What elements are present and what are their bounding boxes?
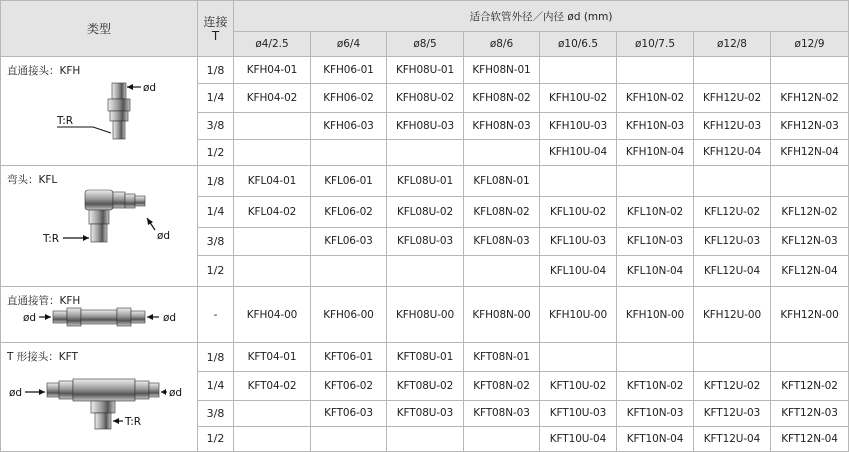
model-code-cell (234, 139, 311, 165)
model-code-cell: KFT08N-01 (464, 343, 540, 372)
fitting-type-cell (1, 166, 198, 287)
model-code-cell: KFL08N-01 (464, 166, 540, 197)
model-code-cell (540, 343, 617, 372)
size-header-cell: ø8/6 (464, 32, 540, 57)
table-row (1, 57, 849, 84)
thread-size-cell: 3/8 (198, 400, 234, 426)
model-code-cell: KFL10U-04 (540, 255, 617, 286)
thread-header-line1: 连接 (203, 14, 228, 29)
model-code-cell: KFL08U-03 (387, 227, 464, 255)
model-code-cell: KFH08U-03 (387, 112, 464, 139)
model-code-cell: KFH12N-02 (771, 84, 849, 112)
model-code-cell: KFH08U-00 (387, 287, 464, 343)
model-code-cell: KFT12N-04 (771, 426, 849, 451)
thread-header-line2: T (211, 28, 220, 43)
size-header-cell: ø12/9 (771, 32, 849, 57)
model-code-cell (311, 139, 387, 165)
svg-text:T:R: T:R (57, 115, 74, 127)
model-code-cell: KFT10U-04 (540, 426, 617, 451)
size-header-cell: ø8/5 (387, 32, 464, 57)
model-code-cell: KFH12N-03 (771, 112, 849, 139)
model-code-cell: KFL12U-04 (694, 255, 771, 286)
model-code-cell (464, 426, 540, 451)
model-code-cell: KFH10N-00 (617, 287, 694, 343)
model-code-cell: KFH08N-01 (464, 57, 540, 84)
model-code-cell (540, 166, 617, 197)
model-code-cell: KFL10N-04 (617, 255, 694, 286)
model-code-cell: KFH06-02 (311, 84, 387, 112)
table-row (1, 343, 849, 372)
model-code-cell (464, 139, 540, 165)
thread-size-cell: 1/4 (198, 197, 234, 227)
model-code-cell: KFH10N-02 (617, 84, 694, 112)
thread-size-cell: - (198, 287, 234, 343)
model-code-cell: KFT08U-02 (387, 372, 464, 400)
model-code-cell: KFT10U-03 (540, 400, 617, 426)
thread-size-cell: 1/8 (198, 343, 234, 372)
model-code-cell: KFH12U-04 (694, 139, 771, 165)
model-code-cell: KFL08N-03 (464, 227, 540, 255)
model-code-cell: KFL12U-02 (694, 197, 771, 227)
model-code-cell (234, 255, 311, 286)
model-code-cell: KFH12U-03 (694, 112, 771, 139)
model-code-cell: KFL08N-02 (464, 197, 540, 227)
model-code-cell: KFH08U-02 (387, 84, 464, 112)
model-code-cell: KFH08N-00 (464, 287, 540, 343)
fitting-type-cell (1, 287, 198, 343)
fitting-type-label: 弯头：KFL (7, 174, 58, 186)
model-code-cell: KFL10N-02 (617, 197, 694, 227)
model-code-cell: KFT10N-02 (617, 372, 694, 400)
table-body (1, 57, 849, 452)
model-code-cell (694, 343, 771, 372)
model-code-cell: KFT10U-02 (540, 372, 617, 400)
thread-size-cell: 3/8 (198, 112, 234, 139)
thread-size-cell: 1/2 (198, 255, 234, 286)
svg-text:ød: ød (163, 312, 177, 324)
model-code-cell (771, 57, 849, 84)
model-code-cell: KFT10N-04 (617, 426, 694, 451)
svg-text:ød: ød (143, 82, 157, 94)
model-code-cell (694, 166, 771, 197)
svg-text:ød: ød (23, 312, 37, 324)
model-code-cell (694, 57, 771, 84)
model-code-cell: KFL04-02 (234, 197, 311, 227)
size-header-cell: ø6/4 (311, 32, 387, 57)
svg-text:ød: ød (157, 230, 171, 242)
thread-size-cell: 1/2 (198, 139, 234, 165)
size-group-header: 适合软管外径／内径 ød (mm) (234, 1, 849, 32)
model-code-cell: KFT12U-03 (694, 400, 771, 426)
model-code-cell (311, 426, 387, 451)
model-code-cell (234, 400, 311, 426)
size-header-cell: ø12/8 (694, 32, 771, 57)
fitting-type-label: T 形接头：KFT (7, 351, 78, 363)
model-code-cell: KFH12U-00 (694, 287, 771, 343)
fitting-type-label: 直通接头：KFH (7, 65, 81, 77)
model-code-cell: KFT06-03 (311, 400, 387, 426)
model-code-cell: KFH10U-04 (540, 139, 617, 165)
model-code-cell: KFL06-03 (311, 227, 387, 255)
thread-size-cell: 1/4 (198, 84, 234, 112)
model-code-cell: KFT08U-03 (387, 400, 464, 426)
model-code-cell (617, 343, 694, 372)
table-row (1, 166, 849, 197)
size-header-cell: ø10/6.5 (540, 32, 617, 57)
svg-text:T:R: T:R (43, 233, 60, 245)
model-code-cell: KFT06-01 (311, 343, 387, 372)
model-code-cell (234, 112, 311, 139)
model-code-cell: KFH10U-00 (540, 287, 617, 343)
model-code-cell: KFL04-01 (234, 166, 311, 197)
size-header-cell: ø10/7.5 (617, 32, 694, 57)
model-code-cell (234, 426, 311, 451)
model-code-cell: KFH10N-04 (617, 139, 694, 165)
model-code-cell (617, 166, 694, 197)
model-code-cell: KFL12N-04 (771, 255, 849, 286)
model-code-cell (311, 255, 387, 286)
model-code-cell (387, 426, 464, 451)
size-header-cell: ø4/2.5 (234, 32, 311, 57)
model-code-cell: KFL08U-02 (387, 197, 464, 227)
model-code-cell (617, 57, 694, 84)
thread-size-cell: 1/8 (198, 57, 234, 84)
model-code-cell: KFL08U-01 (387, 166, 464, 197)
model-code-cell: KFT08U-01 (387, 343, 464, 372)
model-code-cell: KFT12U-04 (694, 426, 771, 451)
model-code-cell: KFH12U-02 (694, 84, 771, 112)
model-code-cell: KFL12N-03 (771, 227, 849, 255)
model-code-cell: KFH08U-01 (387, 57, 464, 84)
model-code-cell: KFH04-00 (234, 287, 311, 343)
model-code-cell: KFL12U-03 (694, 227, 771, 255)
model-code-cell: KFH12N-04 (771, 139, 849, 165)
thread-size-cell: 1/8 (198, 166, 234, 197)
model-code-cell: KFT08N-03 (464, 400, 540, 426)
model-code-cell: KFH04-02 (234, 84, 311, 112)
model-code-cell: KFT12N-03 (771, 400, 849, 426)
thread-header (198, 1, 234, 57)
model-code-cell: KFL10U-03 (540, 227, 617, 255)
model-code-cell (771, 166, 849, 197)
table-row (1, 287, 849, 343)
fitting-type-cell (1, 343, 198, 452)
model-code-cell: KFH06-03 (311, 112, 387, 139)
model-code-cell: KFT06-02 (311, 372, 387, 400)
fitting-type-label: 直通接管：KFH (7, 295, 81, 307)
thread-size-cell: 1/2 (198, 426, 234, 451)
model-code-cell: KFH08N-02 (464, 84, 540, 112)
model-code-cell: KFT10N-03 (617, 400, 694, 426)
model-code-cell: KFL06-01 (311, 166, 387, 197)
model-code-cell (464, 255, 540, 286)
model-code-cell: KFL10N-03 (617, 227, 694, 255)
model-code-cell: KFL10U-02 (540, 197, 617, 227)
model-code-cell (540, 57, 617, 84)
thread-size-cell: 3/8 (198, 227, 234, 255)
model-code-cell: KFT12N-02 (771, 372, 849, 400)
svg-text:ød: ød (9, 387, 23, 399)
model-code-cell: KFH06-01 (311, 57, 387, 84)
svg-text:ød: ød (169, 387, 183, 399)
thread-size-cell: 1/4 (198, 372, 234, 400)
model-code-cell: KFH10U-02 (540, 84, 617, 112)
type-header: 类型 (1, 1, 198, 57)
model-code-cell: KFH10N-03 (617, 112, 694, 139)
model-code-cell: KFH10U-03 (540, 112, 617, 139)
model-code-cell: KFH04-01 (234, 57, 311, 84)
model-code-cell: KFT04-01 (234, 343, 311, 372)
model-code-cell: KFL12N-02 (771, 197, 849, 227)
model-code-cell: KFH06-00 (311, 287, 387, 343)
model-code-cell: KFH08N-03 (464, 112, 540, 139)
model-code-cell: KFH12N-00 (771, 287, 849, 343)
fitting-type-cell (1, 57, 198, 166)
svg-text:T:R: T:R (125, 416, 142, 428)
model-code-cell (234, 227, 311, 255)
model-code-cell (771, 343, 849, 372)
model-code-cell: KFT08N-02 (464, 372, 540, 400)
model-code-cell (387, 255, 464, 286)
model-code-cell: KFT12U-02 (694, 372, 771, 400)
model-code-cell (387, 139, 464, 165)
model-code-cell: KFT04-02 (234, 372, 311, 400)
model-code-cell: KFL06-02 (311, 197, 387, 227)
